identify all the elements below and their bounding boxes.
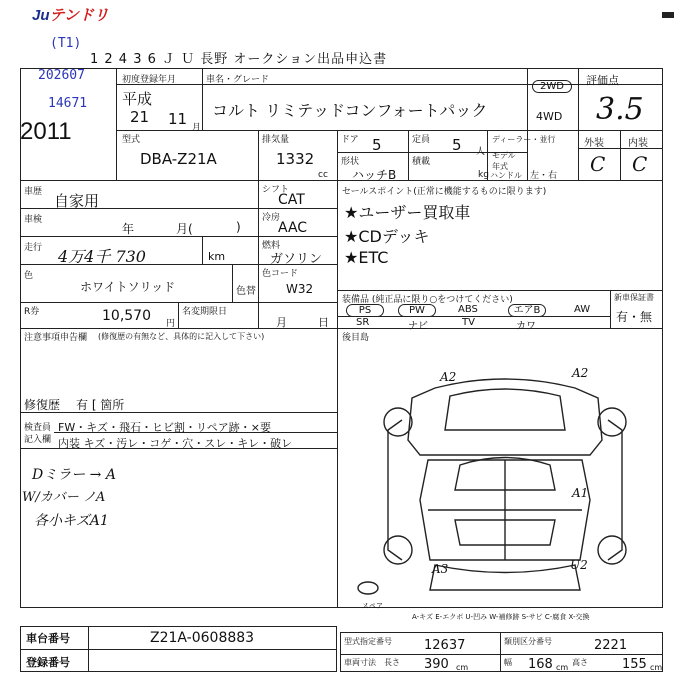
rule <box>337 180 338 608</box>
ext-label: 外装 <box>584 138 604 149</box>
color-label: 色 <box>24 271 34 281</box>
spare-label: スペア <box>362 602 383 610</box>
class-number: 2221 <box>594 638 628 653</box>
dealer-label: ディーラー・並行 <box>492 135 556 144</box>
sales-label: セールスポイント(正常に機能するものに限ります) <box>342 187 547 197</box>
rule <box>20 328 337 329</box>
name-change-label: 名変期限日 <box>182 307 228 317</box>
height: 155 <box>622 657 647 672</box>
stamp-t1: (T1) <box>50 36 82 51</box>
damage-legend: A-キズ E-エクボ U-凹み W-補修跡 S-サビ C-腐食 X-交換 <box>412 613 590 621</box>
rule <box>500 632 501 672</box>
int-label: 内装 <box>628 138 648 149</box>
rule <box>337 328 663 329</box>
seat-label: 後目島 <box>342 333 370 343</box>
color-change-label: 色替 <box>236 286 256 297</box>
equip-ps: PS <box>346 304 384 317</box>
type-number: 12637 <box>424 638 466 653</box>
usage: 自家用 <box>54 192 100 210</box>
fuel: ガソリン <box>270 252 323 267</box>
height-label: 高さ <box>572 658 588 667</box>
rule <box>202 68 203 130</box>
car-name: コルト リミテッドコンフォートパック <box>212 101 488 120</box>
rule <box>20 412 337 413</box>
cap-unit: 人 <box>476 147 486 157</box>
month-unit: 月 <box>192 123 202 133</box>
width: 168 <box>528 657 553 672</box>
rule <box>20 649 337 650</box>
rule <box>88 626 89 672</box>
sales-point-1: ★ユーザー買取車 <box>344 203 471 222</box>
chassis-number: Z21A-0608883 <box>150 630 255 646</box>
era: 平成 <box>122 90 153 108</box>
equip-aw: AW <box>574 304 591 315</box>
equipment-label: 装備品 (純正品に限り○をつけてください) <box>342 295 513 305</box>
color: ホワイトソリッド <box>80 280 176 294</box>
name-change-month: 月 <box>276 316 287 329</box>
model: DBA-Z21A <box>140 150 217 168</box>
inspect-month: 月( <box>176 222 193 236</box>
height-unit: cm <box>650 663 663 672</box>
rule <box>258 130 259 180</box>
rule <box>178 302 179 328</box>
equip-leather: カワ <box>516 321 536 332</box>
hand-note-3: 各小キズA1 <box>34 513 109 529</box>
recycle: 10,570 <box>102 308 151 324</box>
mileage-label: 走行 <box>24 243 43 253</box>
length-unit: cm <box>456 663 469 672</box>
handle-label: ハンドル <box>490 171 522 180</box>
model-label: 型式 <box>122 135 141 145</box>
width-label: 幅 <box>504 658 512 667</box>
doors: 5 <box>372 136 382 154</box>
shape: ハッチB <box>352 168 397 182</box>
equip-airbag: エアB <box>508 304 546 317</box>
stamp-number-2: 14671 <box>48 96 88 111</box>
drive-4wd: 4WD <box>536 110 563 123</box>
rule <box>116 68 117 180</box>
repair-label: 修復歴 <box>24 398 61 412</box>
rule <box>232 264 233 302</box>
load-unit: kg <box>478 170 489 180</box>
load-label: 積載 <box>412 157 431 167</box>
inspector-label-1: 検査員 <box>24 423 52 433</box>
class-label: 類別区分番号 <box>504 637 552 646</box>
equip-navi: ナビ <box>408 321 428 332</box>
model-year-label: モデル 年式 <box>492 151 516 171</box>
name-label: 車名・グレード <box>206 75 270 85</box>
reg-year: 21 <box>130 108 150 126</box>
cc-value: 1332 <box>276 150 315 168</box>
notes-sub: (修復歴の有無など、具体的に記入して下さい) <box>98 332 265 341</box>
shape-label: 形状 <box>341 157 360 167</box>
int-grade: C <box>632 152 648 176</box>
door-label: ドア <box>341 135 359 145</box>
width-unit: cm <box>556 663 569 672</box>
ac-label: 冷房 <box>262 213 281 223</box>
grade-label: 評価点 <box>586 74 619 87</box>
equip-tv: TV <box>462 317 475 328</box>
inspection-row-1: FW・キズ・飛石・ヒビ割・リペア跡・×要 <box>58 421 271 434</box>
fuel-label: 燃料 <box>262 241 281 251</box>
hand-note-1: Dミラー → A <box>32 467 116 483</box>
mark-a2-left: A2 <box>440 370 457 384</box>
plate-label: 登録番号 <box>26 656 70 669</box>
name-change-day: 日 <box>318 316 329 329</box>
new-warranty-value: 有・無 <box>616 310 653 324</box>
logo: Juテンドリ <box>32 7 109 24</box>
reg-month: 11 <box>168 110 188 128</box>
form-title: 1 2 4 3 6 Ｊ Ｕ 長野 オークション出品申込書 <box>90 52 388 67</box>
inspector-label-2: 記入欄 <box>24 435 52 445</box>
rule <box>527 68 528 180</box>
inspection-row-2: 内装 キズ・汚レ・コゲ・穴・スレ・キレ・破レ <box>58 437 293 450</box>
corner-mark <box>662 12 674 18</box>
length-label: 長さ <box>384 658 400 667</box>
rule <box>408 130 409 180</box>
rule <box>202 236 203 264</box>
rule <box>20 180 663 181</box>
colorcode: W32 <box>286 282 314 296</box>
sales-point-2: ★CDデッキ <box>344 227 430 246</box>
mileage: 4万4千 730 <box>58 247 146 266</box>
inspect-year: 年 <box>122 222 135 236</box>
year-stamp: 2011 <box>20 118 72 145</box>
equip-sr: SR <box>356 317 370 328</box>
repair-value: 有 [ 箇所 <box>76 398 125 412</box>
recycle-unit: 円 <box>166 319 176 329</box>
inspect-label: 車検 <box>24 215 43 225</box>
rule <box>340 654 663 655</box>
inspect-day: ) <box>236 220 241 234</box>
sales-point-3: ★ETC <box>344 248 389 267</box>
mileage-unit: km <box>208 250 226 263</box>
new-warranty-label: 新車保証書 <box>614 293 654 302</box>
equip-pw: PW <box>398 304 436 317</box>
chassis-label: 車台番号 <box>26 632 70 645</box>
hand-note-2: W/カバー ノA <box>22 490 106 505</box>
length: 390 <box>424 657 449 672</box>
capacity: 5 <box>452 136 462 154</box>
cc-label: 排気量 <box>262 135 290 145</box>
colorcode-label: 色コード <box>262 269 299 279</box>
rule <box>337 130 338 180</box>
mark-a3: A3 <box>432 562 449 576</box>
ac: AAC <box>278 220 308 236</box>
rule <box>258 180 259 328</box>
shift-label: シフト <box>262 185 290 195</box>
notes-label: 注意事項申告欄 <box>24 333 88 343</box>
handle-value: 左・右 <box>530 171 558 181</box>
size-label: 車両寸法 <box>344 658 376 667</box>
equip-abs: ABS <box>458 304 478 315</box>
cc-unit: cc <box>318 170 328 180</box>
rule <box>116 84 663 85</box>
mark-a2-right: A2 <box>572 366 589 380</box>
car-diagram <box>340 360 660 610</box>
rule <box>620 130 621 180</box>
ext-grade: C <box>590 152 606 176</box>
shift: CAT <box>278 192 305 208</box>
mark-u2: U2 <box>570 558 588 572</box>
cap-label: 定員 <box>412 135 431 145</box>
recycle-label: R券 <box>24 307 40 317</box>
stamp-number: 202607 <box>38 68 85 83</box>
rule <box>610 290 611 328</box>
type-label: 型式指定番号 <box>344 637 392 646</box>
reg-label: 初度登録年月 <box>122 75 177 85</box>
usage-label: 車歴 <box>24 187 43 197</box>
mark-a1: A1 <box>572 486 589 500</box>
drive-2wd: 2WD <box>532 80 572 93</box>
rule <box>578 68 579 180</box>
rule <box>337 290 663 291</box>
grade-score: 3.5 <box>596 92 644 127</box>
